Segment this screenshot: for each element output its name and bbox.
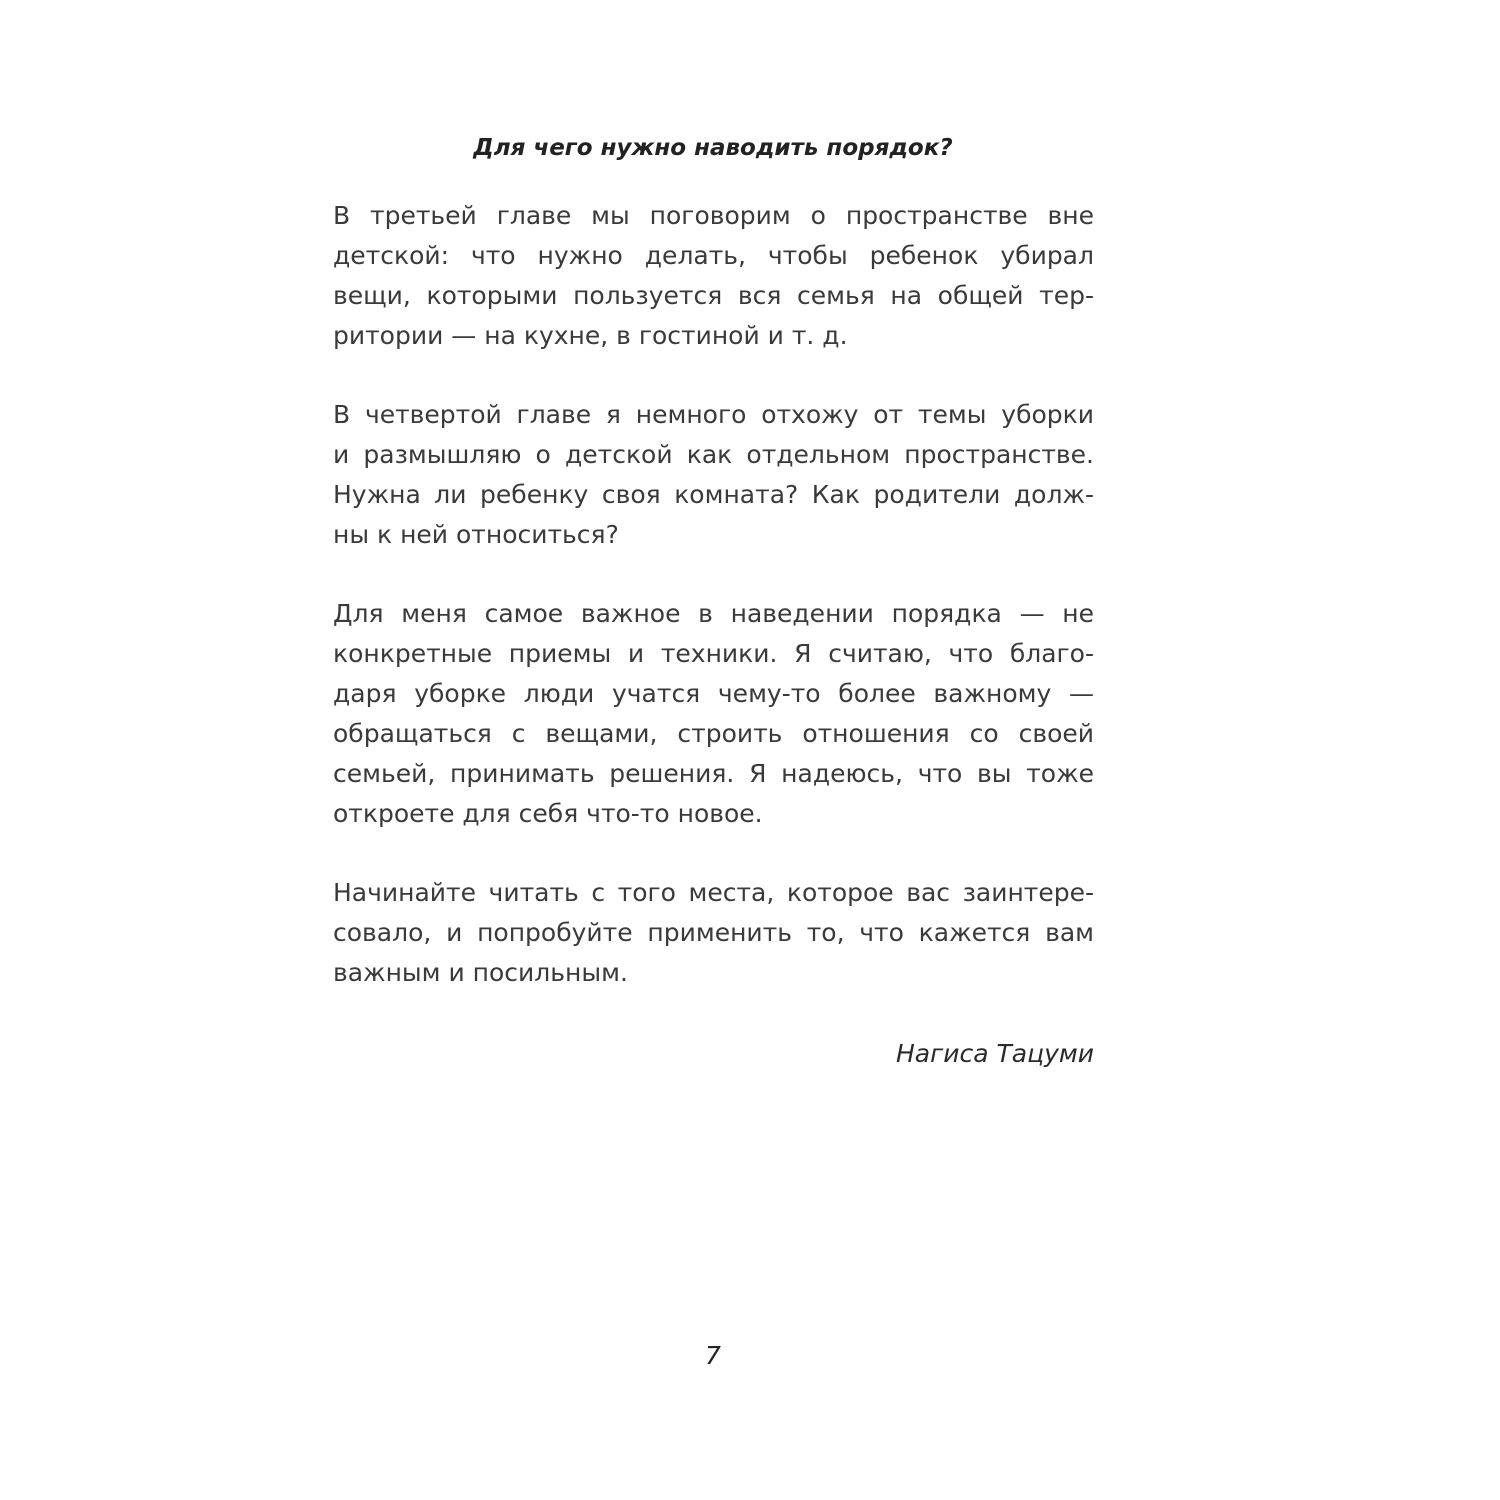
- paragraph-3-line-5: семьей, принимать решения. Я надеюсь, что вы тоже: [333, 759, 1094, 788]
- paragraph-2-line-3: Нужна ли ребенку своя комната? Как родители долж-: [333, 480, 1094, 509]
- paragraph-1-line-2: детской: что нужно делать, чтобы ребенок убирал: [333, 241, 1094, 270]
- section-heading: Для чего нужно наводить порядок?: [473, 135, 953, 161]
- paragraph-4-line-2: совало, и попробуйте применить то, что кажется вам: [333, 918, 1094, 947]
- paragraph-1-line-3: вещи, которыми пользуется вся семья на общей тер-: [333, 281, 1094, 310]
- paragraph-2-line-2: и размышляю о детской как отдельном пространстве.: [333, 440, 1094, 469]
- paragraph-4-line-3: важным и посильным.: [333, 958, 628, 987]
- paragraph-3-line-1: Для меня самое важное в наведении порядка — не: [333, 599, 1094, 628]
- author-signature: Нагиса Тацуми: [895, 1039, 1094, 1068]
- page-number: 7: [705, 1341, 721, 1370]
- paragraph-3-line-3: даря уборке люди учатся чему-то более важному —: [333, 679, 1094, 708]
- paragraph-3-line-2: конкретные приемы и техники. Я считаю, что благо-: [333, 639, 1094, 668]
- paragraph-4-line-1: Начинайте читать с того места, которое вас заинтере-: [333, 878, 1094, 907]
- paragraph-1-line-1: В третьей главе мы поговорим о пространстве вне: [333, 201, 1094, 230]
- paragraph-3-line-4: обращаться с вещами, строить отношения со своей: [333, 719, 1094, 748]
- paragraph-1-line-4: ритории — на кухне, в гостиной и т. д.: [333, 321, 848, 350]
- paragraph-2-line-1: В четвертой главе я немного отхожу от темы уборки: [333, 400, 1094, 429]
- paragraph-3-line-6: откроете для себя что-то новое.: [333, 799, 763, 828]
- paragraph-2-line-4: ны к ней относиться?: [333, 520, 619, 549]
